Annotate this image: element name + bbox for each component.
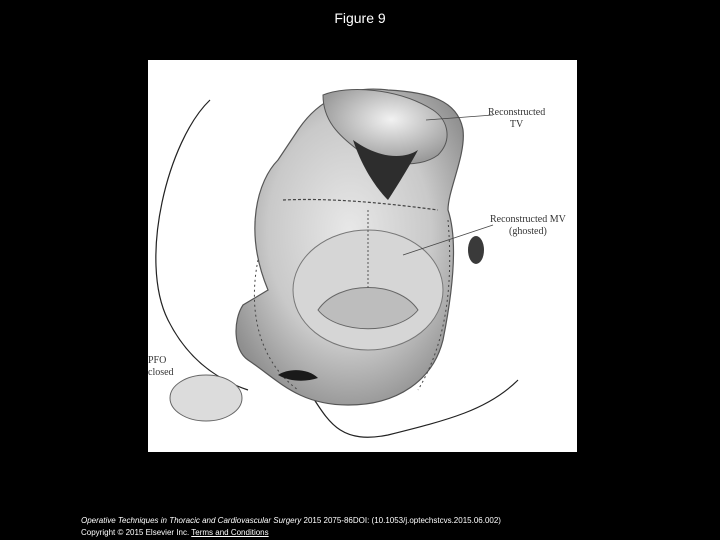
copyright-text: Copyright © 2015 Elsevier Inc. — [81, 528, 190, 537]
figure-title: Figure 9 — [334, 10, 386, 26]
mv-label — [490, 214, 566, 238]
tv-label-line1: Reconstructed — [488, 107, 546, 118]
journal-name: Operative Techniques in Thoracic and Cardiovascular Surgery — [81, 516, 302, 525]
mv-label-line1: Reconstructed MV — [490, 214, 566, 225]
pfo-label-line2: closed — [148, 367, 174, 378]
pfo-label-line1: PFO — [148, 355, 167, 366]
tv-label-line2: TV — [509, 119, 524, 130]
copyright-line — [81, 527, 501, 539]
surgical-illustration — [148, 60, 577, 452]
citation-text: 2015 2075-86DOI: (10.1053/j.optechstcvs.2015.06.002) — [301, 516, 501, 525]
citation-line — [81, 515, 501, 527]
tv-label — [488, 107, 545, 131]
figure-footer — [81, 515, 501, 539]
pfo-label — [148, 355, 174, 379]
terms-link[interactable]: Terms and Conditions — [191, 528, 269, 537]
mv-label-line2: (ghosted) — [509, 226, 547, 237]
